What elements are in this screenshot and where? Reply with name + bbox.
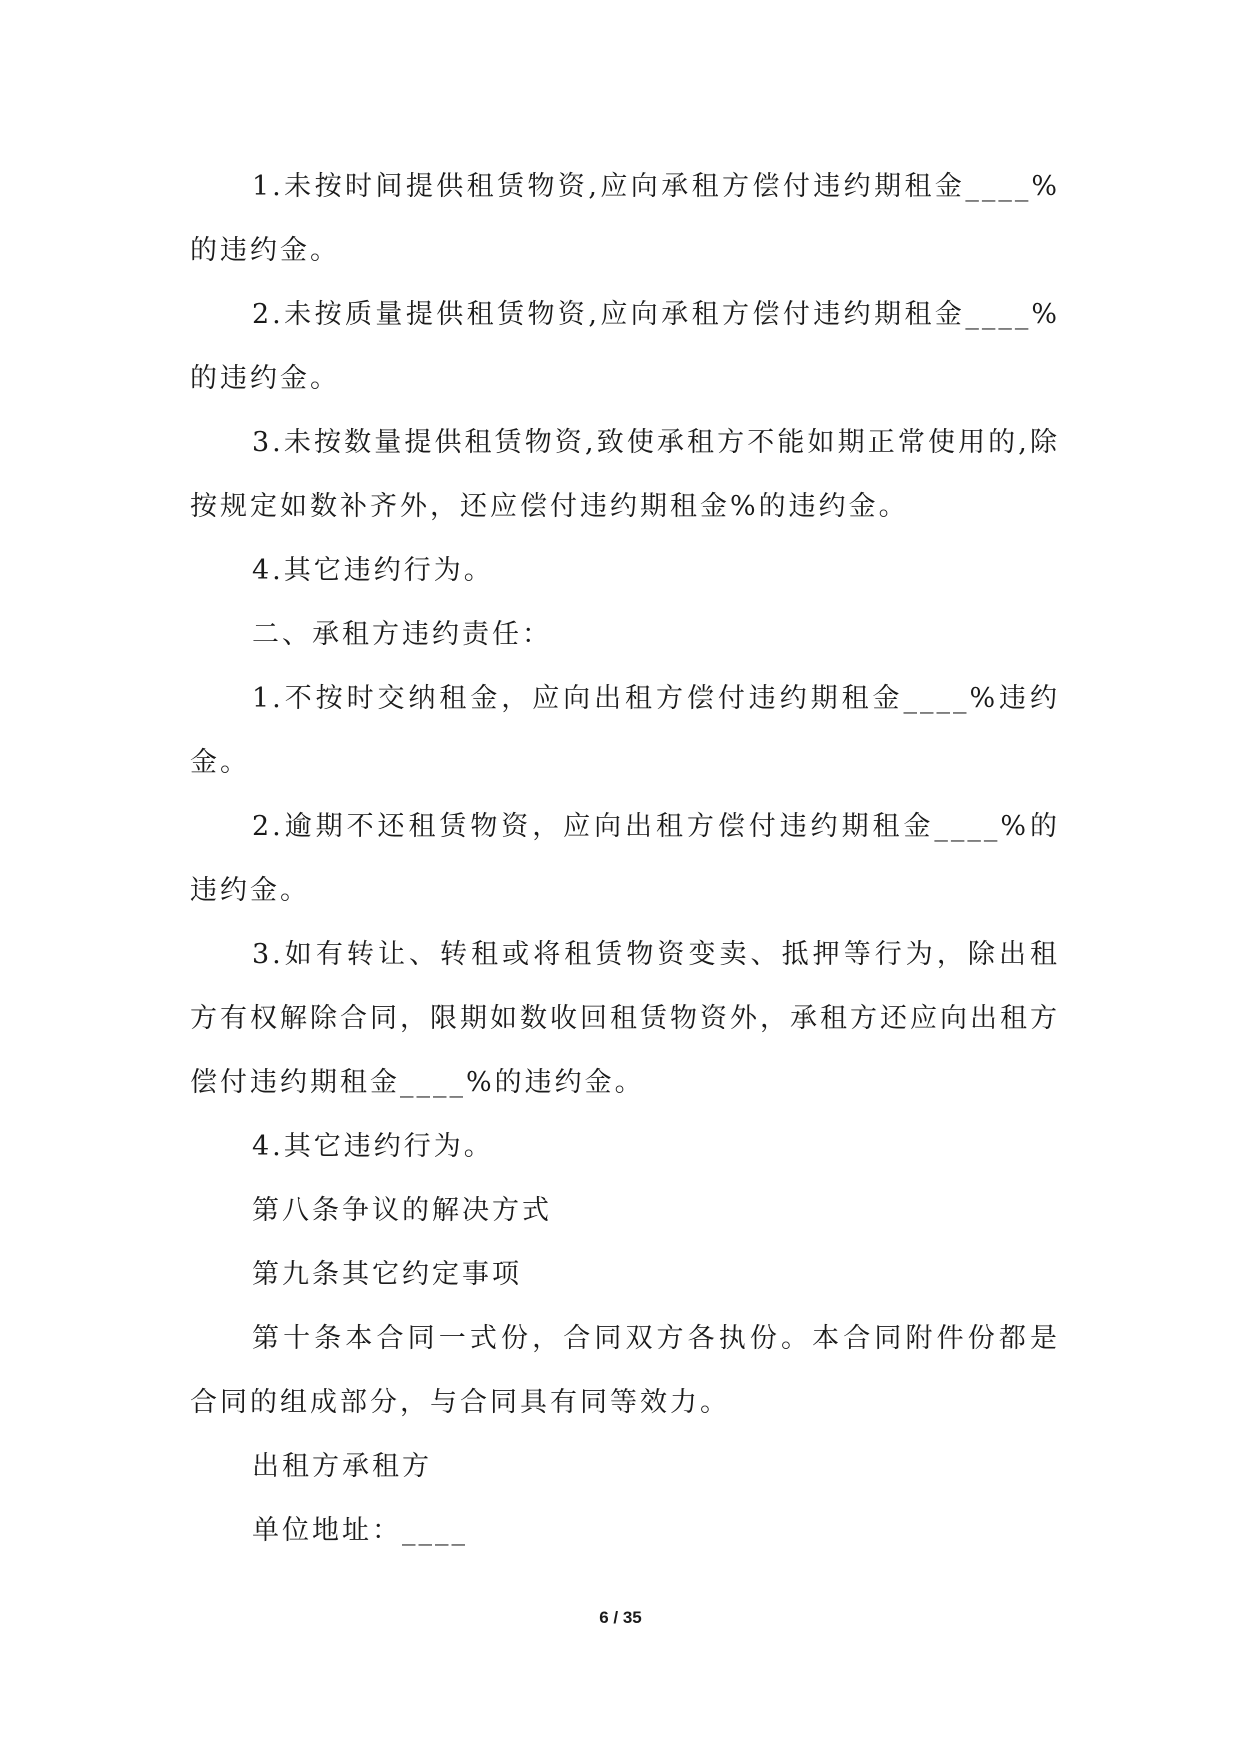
- clause-lessor-quality: 2.未按质量提供租赁物资,应向承租方偿付违约期租金____%的违约金。: [190, 299, 1060, 394]
- clause-lessee-other: 4.其它违约行为。: [252, 1131, 494, 1162]
- section-heading-lessee-liability: 二、承租方违约责任：: [252, 619, 552, 650]
- unit-address-line: 单位地址：____: [252, 1515, 468, 1546]
- clause-lessee-transfer: 3.如有转让、转租或将租赁物资变卖、抵押等行为，除出租方有权解除合同，限期如数收回租赁物资外，承租方还应向出租方偿付违约期租金____%的违约金。: [190, 939, 1060, 1098]
- clause-lessee-overdue-return: 2.逾期不还租赁物资，应向出租方偿付违约期租金____%的违约金。: [190, 811, 1060, 906]
- clause-lessee-late-rent: 1.不按时交纳租金，应向出租方偿付违约期租金____%违约金。: [190, 683, 1060, 778]
- article-eight-dispute: 第八条争议的解决方式: [252, 1195, 552, 1226]
- page-number: 6 / 35: [599, 1608, 642, 1627]
- clause-lessor-quantity: 3.未按数量提供租赁物资,致使承租方不能如期正常使用的,除按规定如数补齐外，还应偿付违约期租金%的违约金。: [190, 427, 1060, 522]
- article-ten-copies: 第十条本合同一式份，合同双方各执份。本合同附件份都是合同的组成部分，与合同具有同等效力。: [190, 1323, 1060, 1418]
- article-nine-other-matters: 第九条其它约定事项: [252, 1259, 522, 1290]
- signature-parties: 出租方承租方: [252, 1451, 432, 1482]
- clause-lessor-late-delivery: 1.未按时间提供租赁物资,应向承租方偿付违约期租金____%的违约金。: [190, 171, 1060, 266]
- document-body: [190, 155, 1060, 1563]
- clause-lessor-other: 4.其它违约行为。: [252, 555, 494, 586]
